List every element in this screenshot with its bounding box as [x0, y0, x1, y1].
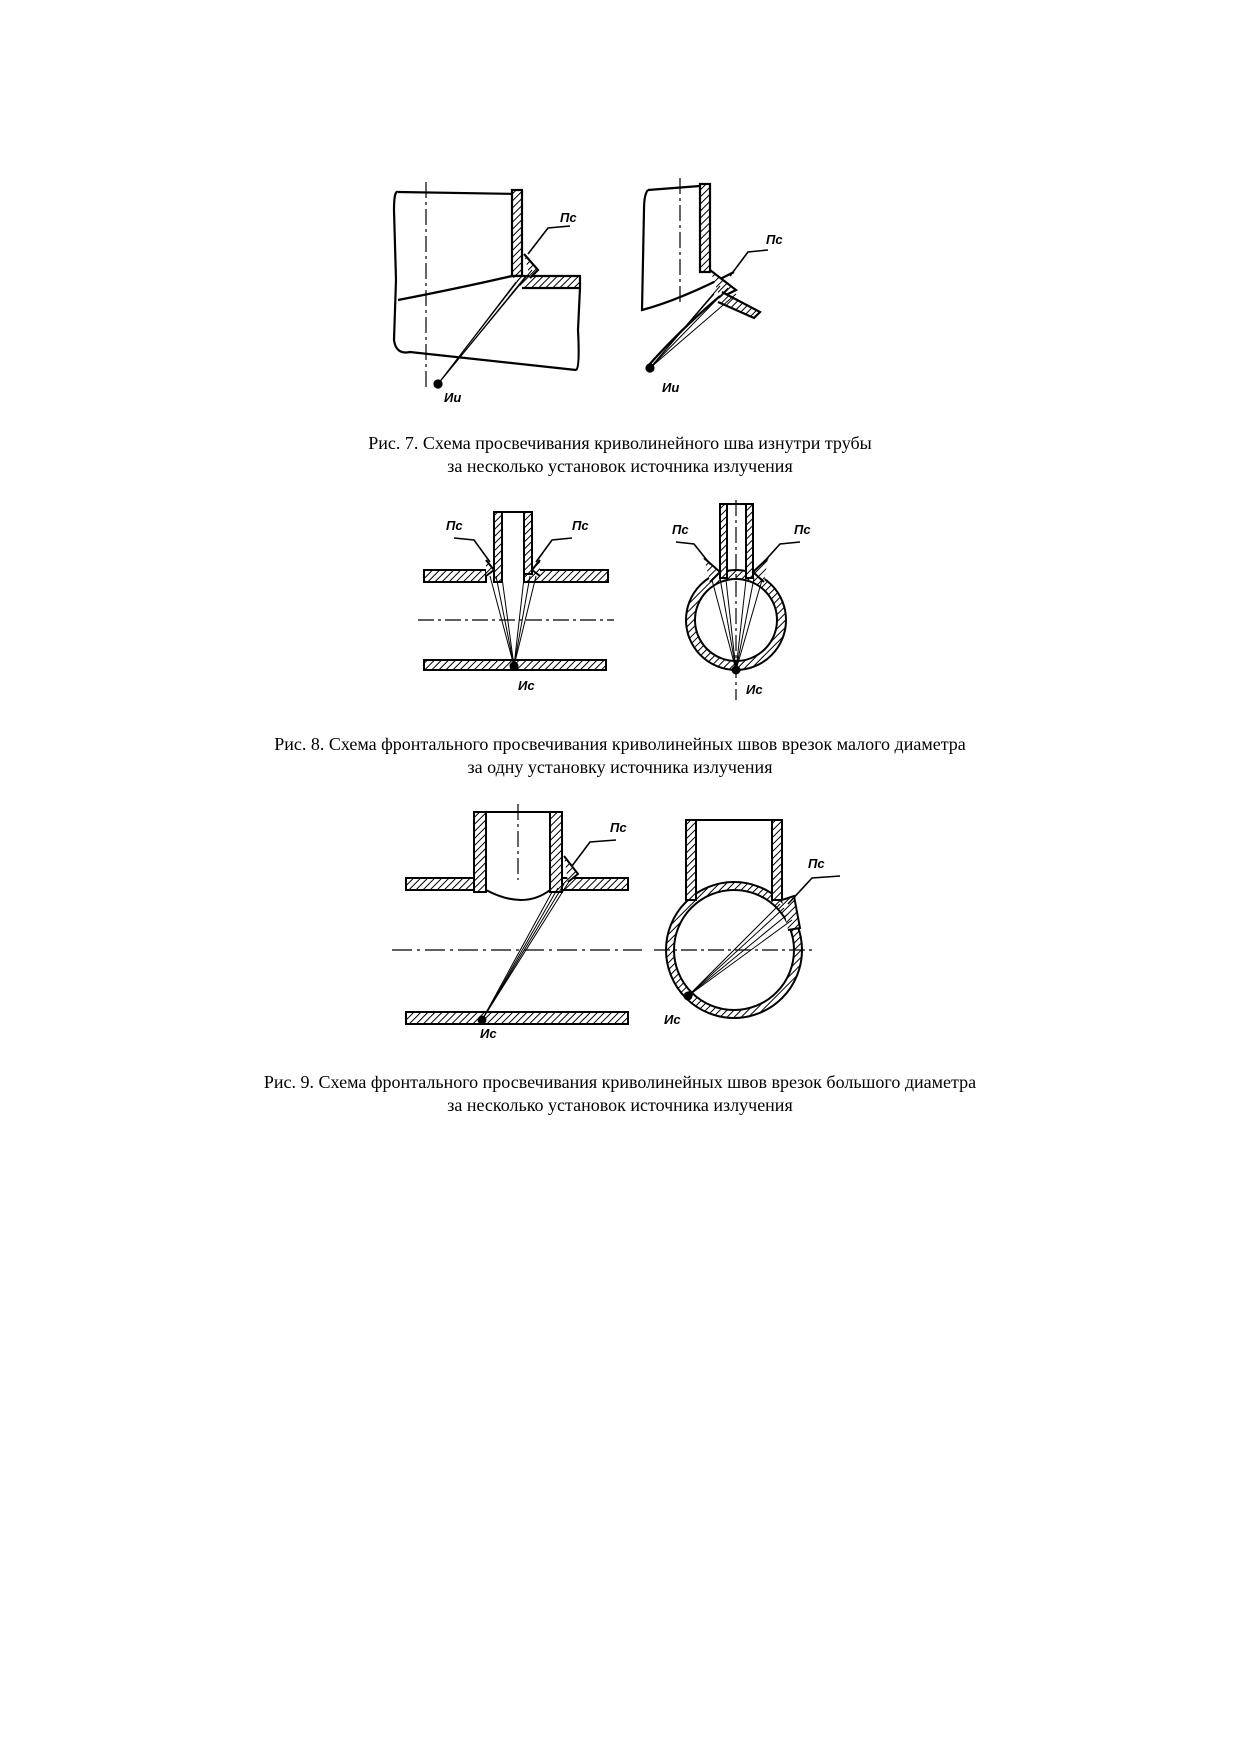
figure-7-left-film-label: Пс: [560, 210, 577, 225]
figure-7-caption: [0, 432, 1240, 478]
figure-8-left-rays: [490, 576, 536, 666]
figure-7-drawing: [380, 170, 860, 410]
figure-9-caption: [0, 1071, 1240, 1117]
figure-8-left-film-label-1: Пс: [446, 518, 463, 533]
figure-9-left-view: [392, 804, 642, 1024]
figure-9-right-film-label: Пс: [808, 856, 825, 871]
figure-8-drawing: [410, 500, 830, 710]
figure-9-right-view: [654, 820, 840, 1018]
figure-7-left-rays: [438, 270, 532, 384]
figure-8-left-film-label-2: Пс: [572, 518, 589, 533]
figure-7-right-view: [642, 178, 768, 372]
figure-7-right-source-label: Ии: [662, 380, 680, 395]
figure-8-caption: [0, 733, 1240, 779]
figure-7-left-source-label: Ии: [444, 390, 462, 405]
figure-8-right-film-label-1: Пс: [672, 522, 689, 537]
figure-9-caption-line-1: Рис. 9. Схема фронтального просвечивания криволинейных швов врезок большого диаметра: [263, 1072, 977, 1092]
figure-8-caption-line-2: за одну установку источника излучения: [467, 757, 773, 777]
figure-7-caption-line-1: Рис. 7. Схема просвечивания криволинейного шва изнутри трубы: [368, 433, 872, 453]
figure-7-left-view: [394, 182, 580, 390]
figure-9-left-film-label: Пс: [610, 820, 627, 835]
figure-8-left-source-label: Ис: [518, 678, 535, 693]
figure-9-caption-line-2: за несколько установок источника излучения: [447, 1095, 793, 1115]
figure-9-right-source-label: Ис: [664, 1012, 681, 1027]
figure-9-left-source-label: Ис: [480, 1026, 497, 1041]
figure-9-drawing: [392, 800, 862, 1050]
figure-8-caption-line-1: Рис. 8. Схема фронтального просвечивания криволинейных швов врезок малого диаметра: [274, 734, 966, 754]
figure-7-caption-line-2: за несколько установок источника излучения: [447, 456, 793, 476]
figure-8-left-view: [418, 512, 614, 670]
figure-8-right-view: [676, 500, 800, 700]
figure-8-right-source-label: Ис: [746, 682, 763, 697]
figure-8-right-film-label-2: Пс: [794, 522, 811, 537]
figure-7-right-film-label: Пс: [766, 232, 783, 247]
